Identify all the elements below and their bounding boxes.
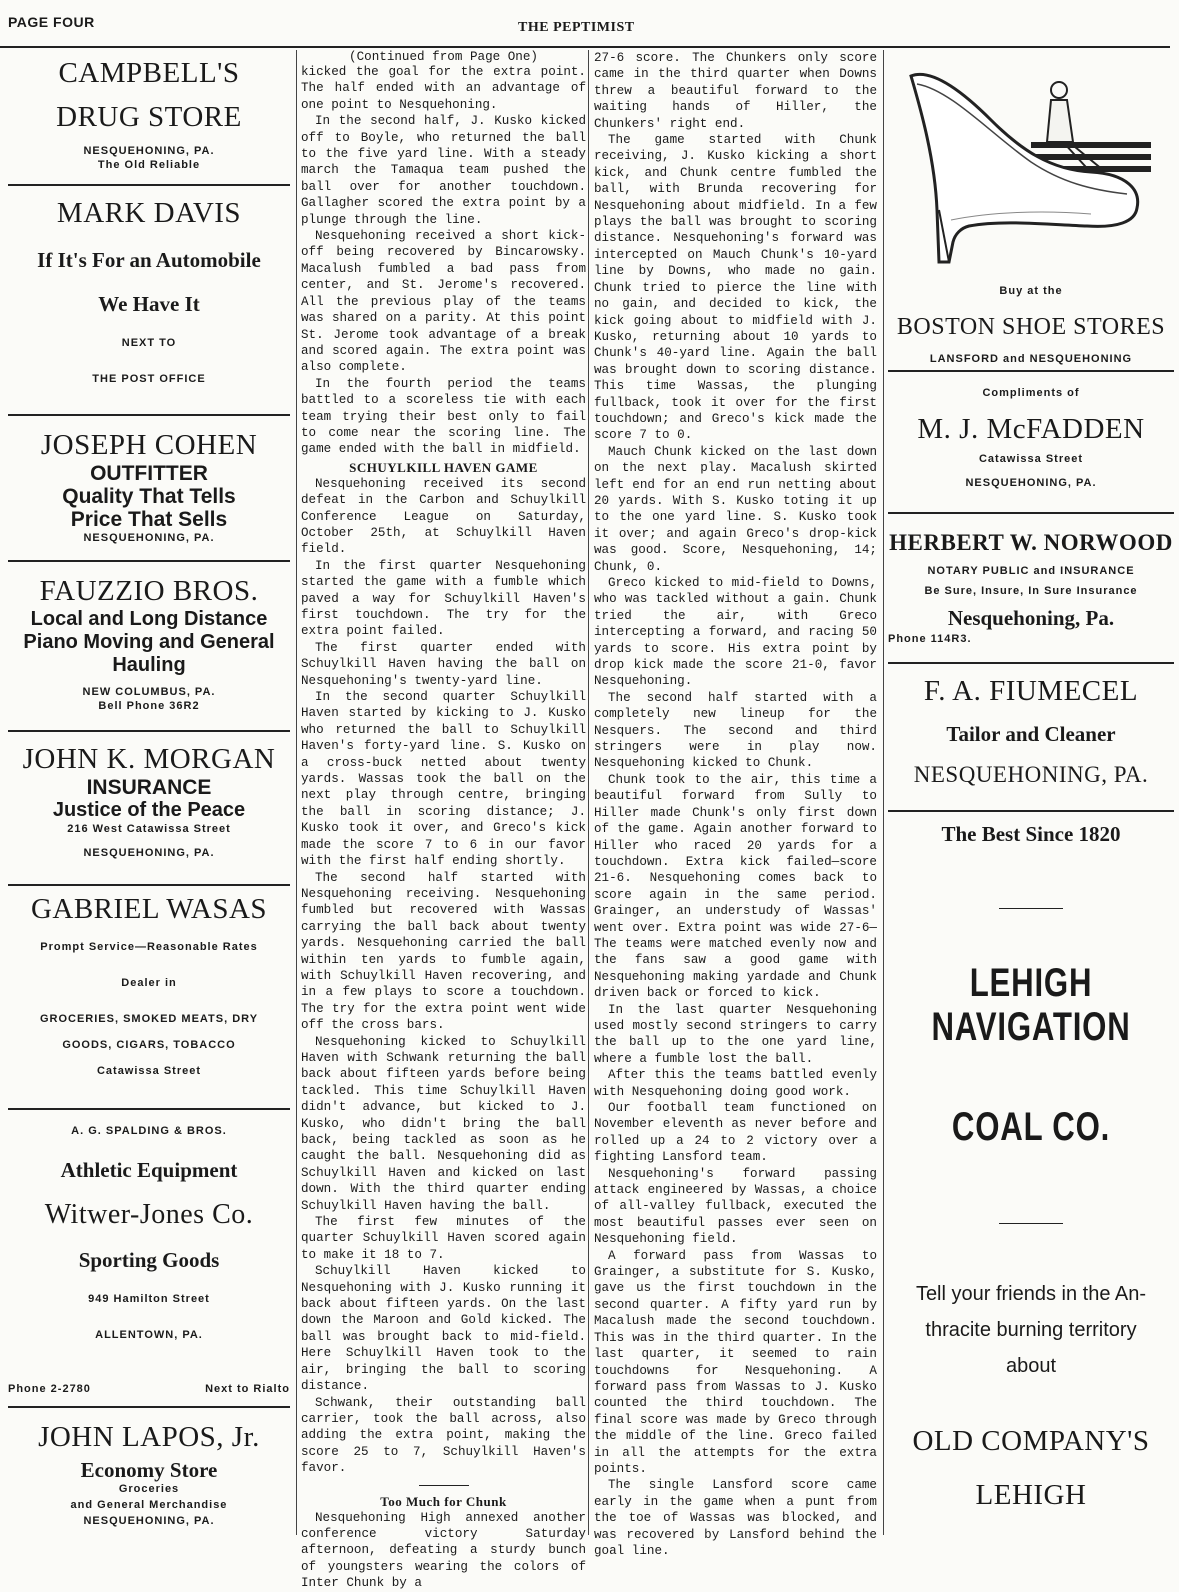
divider [999, 908, 1063, 909]
newspaper-name: THE PEPTIMIST [518, 20, 635, 35]
ad-spalding-addr: 949 Hamilton Street [88, 1293, 210, 1305]
ad-spalding-next: Next to Rialto [205, 1383, 290, 1395]
ad-lapos [8, 1408, 290, 1528]
article-paragraph: 27-6 score. The Chunkers only score came in the third quarter when Downs threw a beautiful forward to the waiting hands of Hiller, the Chunkers' right end. [594, 51, 877, 131]
ad-wasas-name: GABRIEL WASAS [30, 893, 268, 925]
ad-morgan-town: NESQUEHONING, PA. [83, 847, 215, 859]
ad-boston-towns: LANSFORD and NESQUEHONING [929, 353, 1133, 365]
ad-lehigh-name1: LEHIGH NAVIGATION [931, 961, 1131, 1049]
article-paragraph: In the first quarter Nesquehoning started the game with a fumble which paved a way for Schuylkill Haven's first touchdown. The try for the extra point failed. [301, 558, 586, 639]
article-column-1 [296, 50, 586, 1591]
page-header [0, 0, 1179, 48]
article-paragraph: Schwank, their outstanding ball carrier, took the ball across, also adding the extra point, making the score 25 to 7, Schuylkill Haven's favor. [301, 1395, 586, 1476]
ad-wasas-line2: Dealer in [121, 977, 177, 989]
article-paragraph: In the last quarter Nesquehoning used mostly second stringers to carry the ball up to the one yard line, where a fumble lost the ball. [594, 1002, 877, 1066]
ad-norwood-line2: Be Sure, Insure, In Sure Insurance [924, 585, 1138, 597]
ad-wasas-line5: Catawissa Street [96, 1065, 202, 1077]
ad-lehigh-line3: about [1005, 1355, 1057, 1377]
ad-spalding-line3: Sporting Goods [78, 1248, 220, 1272]
ad-boston-line1: Buy at the [999, 285, 1063, 297]
ad-morgan-line1: INSURANCE [86, 776, 212, 799]
article-paragraph: In the second quarter Schuylkill Haven started by kicking to J. Kusko who returned the ball to Schuylkill Haven's forty-yard line. S. Kusko on a cross-buck netted about twenty yards. Wassas took the ball on the next play through centre, bringing the ball in scoring distance; J. Kusko took it over, and Greco's kick made the score 7 to 6 in our favor with the first half ending shortly. [301, 690, 586, 869]
article-paragraph: Nesquehoning's forward passing attack engineered by Wassas, a choice of all-valley fullback, executed the most beautiful passes ever seen on Nesquehoning field. [594, 1166, 877, 1247]
ad-wasas-line4: GOODS, CIGARS, TOBACCO [62, 1039, 236, 1051]
ad-lehigh-line5: LEHIGH [975, 1479, 1087, 1511]
ad-cohen-name: JOSEPH COHEN [40, 429, 258, 461]
ad-spalding [8, 1110, 290, 1408]
ad-mcfadden-street: Catawissa Street [978, 453, 1084, 465]
page-label: PAGE FOUR [8, 14, 95, 30]
article-paragraph: Our football team functioned on November eleventh as never before and rolled up a 24 to 2 victory over a fighting Lansford team. [594, 1101, 877, 1165]
article-paragraph: In the second half, J. Kusko kicked off to Boyle, who returned the ball to the five yard line. With a steady march the Tamaqua team pushed the ball over for another touchdown. Gallagher scored the extra point by a plunge through the line. [301, 114, 586, 227]
ad-mcfadden-town: NESQUEHONING, PA. [965, 477, 1097, 489]
ad-cohen-line1: OUTFITTER [90, 462, 208, 485]
ad-fiumecel-slogan [888, 810, 1174, 870]
ad-norwood-town: Nesquehoning, Pa. [947, 606, 1115, 630]
article-paragraph: Greco kicked to mid-field to Downs, who was tackled without a gain. Chunk tried the air, with Greco intercepting a forward, and racing 50 yards to score. His extra point by drop kick made the score 21-0, favor Nesquehoning. [594, 576, 877, 689]
article-paragraph: A forward pass from Wassas to Grainger, a substitute for S. Kusko, gave us the first touchdown in the second quarter. A fifty yard run by Macalush made the second touchdown. This was in the third quarter. In the last quarter, it seemed to rain touchdowns for Nesquehoning. A forward pass from Wassas to J. Kusko counted the third touchdown. The final score was made by Greco through the middle of the line. Greco failed in all the attempts for the extra points. [594, 1248, 877, 1476]
ad-norwood [888, 514, 1174, 664]
ad-davis [8, 186, 290, 416]
ad-mcfadden-line1: Compliments of [982, 387, 1080, 399]
subheading-schuylkill-haven-game: SCHUYLKILL HAVEN GAME [349, 459, 538, 475]
ad-fauzzio-line1: Local and Long Distance [30, 608, 268, 630]
ad-campbell-town: NESQUEHONING, PA. [83, 145, 215, 157]
ad-spalding-phone: Phone 2-2780 [8, 1383, 91, 1395]
ad-spalding-line1: A. G. SPALDING & BROS. [71, 1125, 227, 1137]
right-ad-column [888, 50, 1174, 1512]
ad-lehigh-line4: OLD COMPANY'S [912, 1425, 1150, 1457]
ad-spalding-town: ALLENTOWN, PA. [95, 1329, 203, 1341]
ad-norwood-phone: Phone 114R3. [888, 633, 972, 645]
article-paragraph: In the fourth period the teams battled to a scoreless tie with each team trying their best only to fail to come near the scoring line. The game ended with the ball in midfield. [301, 376, 586, 457]
ad-lapos-line1: Economy Store [80, 1458, 218, 1482]
ad-davis-line1: If It's For an Automobile [37, 248, 261, 272]
article-paragraph: Schuylkill Haven kicked to Nesquehoning with J. Kusko running it back about fifteen yards. On the last down the Maroon and Gold kicked. The ball was brought back to mid-field. Here Schuylkill Haven took to the air, bringing the ball to scoring distance. [301, 1264, 586, 1394]
ad-cohen-line3: Price That Sells [70, 508, 228, 531]
ad-cohen [8, 416, 290, 562]
ad-boston-name: BOSTON SHOE STORES [896, 314, 1166, 340]
left-ad-column [8, 50, 290, 1528]
article-paragraph: The single Lansford score came early in the game when a punt from the toe of Wassas was blocked, and was recovered by Lansford behind the goal line. [594, 1478, 877, 1558]
ad-fiumecel-line1: Tailor and Cleaner [946, 722, 1116, 746]
ad-davis-name: MARK DAVIS [56, 197, 242, 229]
ad-fauzzio-name: FAUZZIO BROS. [39, 575, 259, 607]
ad-lapos-town: NESQUEHONING, PA. [83, 1515, 215, 1527]
article-paragraph: The second half started with Nesquehoning receiving. Nesquehoning fumbled but recovered with Wassas carrying the ball back about twenty yards. Nesquehoning carried the ball within ten yards to fumble again, with Schuylkill Haven recovering, and in a few plays to score a touchdown. The try for the extra point went wide off the cross bars. [301, 870, 586, 1033]
ad-wasas-line3: GROCERIES, SMOKED MEATS, DRY [39, 1013, 259, 1025]
ad-cohen-town: NESQUEHONING, PA. [83, 532, 215, 544]
ad-davis-line4: THE POST OFFICE [92, 373, 206, 385]
shoe-illustration [891, 50, 1171, 270]
article-paragraph: kicked the goal for the extra point. The half ended with an advantage of one point to Nesquehoning. [301, 65, 586, 112]
article-paragraph: After this the teams battled evenly with Nesquehoning doing good work. [594, 1068, 877, 1099]
article-paragraph: The second half started with a completely new lineup for the Nesquers. The second and third stringers were in play now. Nesquehoning kicked to Chunk. [594, 690, 877, 771]
ad-fauzzio-line2: Piano Moving and General [23, 631, 275, 653]
ad-fiumecel-line2: The Best Since 1820 [941, 822, 1121, 846]
ad-cohen-line2: Quality That Tells [62, 485, 236, 508]
divider [419, 1485, 469, 1486]
article-column-2 [588, 50, 884, 1558]
article-paragraph: Nesquehoning received a short kick-off being recovered by Bincarowsky. Macalush fumbled a bad pass from center, and St. Jerome's recovered. All the previous play of the teams was shared on a parity. At this point St. Jerome took advantage of a break and scored again. The extra point was also complete. [301, 229, 586, 375]
article-paragraph: Mauch Chunk kicked on the last down on the next play. Macalush skirted left end for an end run netting about 20 yards. With S. Kusko toting it up to the one yard line. S. Kusko took it over; and again Greco's drop-kick was good. Score, Nesquehoning, 14; Chunk, 0. [594, 444, 877, 574]
header-rule [0, 46, 1170, 48]
ad-lapos-line3: and General Merchandise [70, 1499, 228, 1511]
ad-morgan-addr: 216 West Catawissa Street [67, 823, 231, 835]
article-paragraph: Chunk took to the air, this time a beautiful forward from Sully to Hiller made Chunk's only first down of the game. Again another forward to Hiller who raced 20 yards for a touchdown. Extra kick failed—score 21-6. Nesquehoning comes back to score again in the same period. Grainger, an understudy of Wassas' went over. Extra point was wide 27-6—The teams were matched evenly now and the fans saw a good game with Nesquehoning making yardade and Chunk driven back or forced to kick. [594, 772, 877, 1001]
article-paragraph: The game started with Chunk receiving, J. Kusko kicking a short kick, and Chunk centre fumbled the ball, with Brunda recovering for Nesquehoning about midfield. In a few plays the ball was brought to scoring distance. Nesquehoning's forward was intercepted on Mauch Chunk's 10-yard line by Downs, who made no gain. Chunk tried to pierce the line with no gain, and decided to kick, the kick going about to midfield with J. Kusko, returning about 10 yards to Chunk's 40-yard line. Again the ball was brought down to scoring distance. This time Wassas, the plunging fullback, took it over for the first touchdown; and Greco's kick made the score 7 to 0. [594, 133, 877, 443]
ad-lehigh-line1: Tell your friends in the An- [915, 1283, 1147, 1305]
ad-morgan [8, 732, 290, 886]
ad-wasas [8, 886, 290, 1110]
ad-davis-line2: We Have It [98, 292, 200, 316]
ad-wasas-line1: Prompt Service—Reasonable Rates [40, 941, 258, 953]
ad-campbell-name1: CAMPBELL'S [58, 57, 240, 89]
ad-mcfadden [888, 372, 1174, 514]
continued-note: (Continued from Page One) [349, 50, 538, 64]
ad-lapos-name: JOHN LAPOS, Jr. [38, 1421, 260, 1453]
ad-spalding-name: Witwer-Jones Co. [44, 1199, 254, 1230]
subheading-too-much-for-chunk: Too Much for Chunk [380, 1493, 507, 1509]
article-paragraph: Nesquehoning kicked to Schuylkill Haven with Schwank returning the ball back about fifteen yards before being tackled. This time Schuylkill Haven didn't advance, but kicked to J. Kusko, who didn't bring the ball back, being tackled as soon as he caught the ball. Nesquehoning did as Schuylkill Haven and kicked on last down. With the third quarter ending Schuylkill Haven having the ball. [301, 1034, 586, 1213]
ad-campbell-slogan: The Old Reliable [97, 159, 201, 171]
ad-fauzzio-town: NEW COLUMBUS, PA. [82, 686, 216, 698]
divider [999, 1223, 1063, 1224]
ad-campbell [8, 50, 290, 186]
ad-norwood-line1: NOTARY PUBLIC and INSURANCE [927, 565, 1135, 577]
ad-fiumecel [888, 664, 1174, 810]
ad-lapos-line2: Groceries [118, 1483, 180, 1495]
article-paragraph: The first few minutes of the quarter Schuylkill Haven scored again to make it 18 to 7. [301, 1215, 586, 1262]
ad-davis-line3: NEXT TO [121, 337, 177, 349]
ad-fauzzio-line3: Hauling [112, 654, 186, 676]
ad-fiumecel-town: NESQUEHONING, PA. [913, 762, 1149, 787]
article-paragraph: Nesquehoning High annexed another conference victory Saturday afternoon, defeating a sturdy bunch of youngsters wearing the colors of Inter Chunk by a [301, 1510, 586, 1591]
ad-lehigh-line2: thracite burning territory [925, 1319, 1137, 1341]
ad-lehigh-name2: COAL CO. [951, 1105, 1111, 1149]
ad-morgan-line2: Justice of the Peace [52, 799, 246, 821]
ad-spalding-line2: Athletic Equipment [60, 1158, 238, 1182]
ad-lehigh [888, 908, 1174, 1512]
ad-norwood-name: HERBERT W. NORWOOD [889, 530, 1173, 555]
article-paragraph: Nesquehoning received its second defeat in the Carbon and Schuylkill Conference League on Saturday, October 25th, at Schuylkill Haven field. [301, 476, 586, 557]
ad-boston-shoe [888, 50, 1174, 372]
article-paragraph: The first quarter ended with Schuylkill Haven having the ball on Nesquehoning's twenty-yard line. [301, 640, 586, 688]
ad-morgan-name: JOHN K. MORGAN [22, 743, 276, 775]
ad-fiumecel-name: F. A. FIUMECEL [923, 675, 1139, 707]
ad-campbell-name2: DRUG STORE [56, 101, 242, 133]
ad-fauzzio-phone: Bell Phone 36R2 [98, 700, 200, 712]
ad-mcfadden-name: M. J. McFADDEN [917, 413, 1145, 445]
ad-fauzzio [8, 562, 290, 732]
